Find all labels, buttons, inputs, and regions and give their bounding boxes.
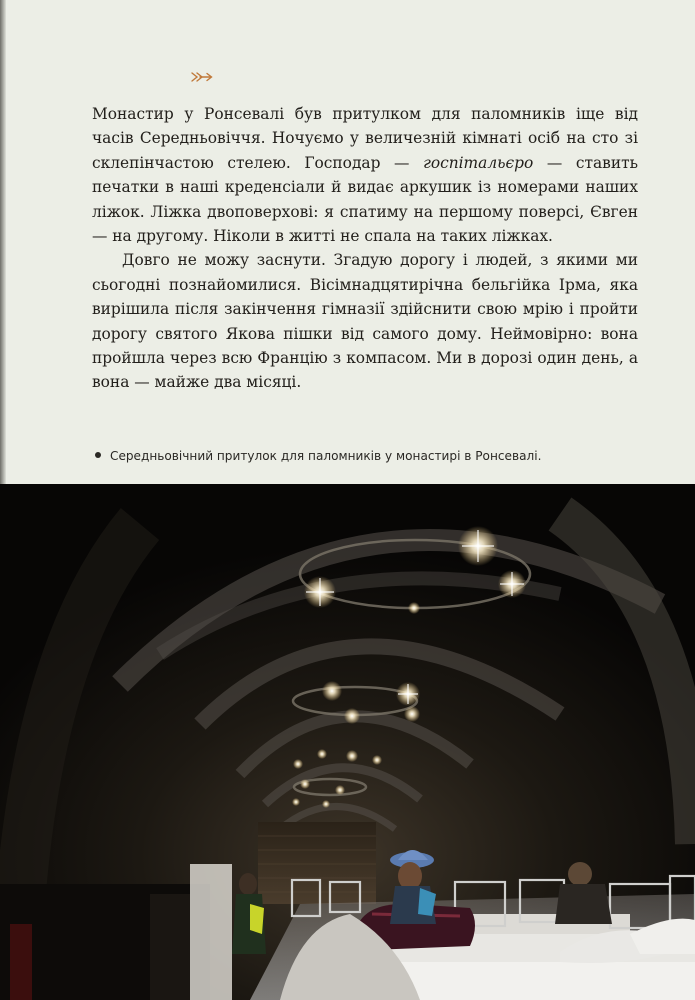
italic-term: госпітальєро (423, 153, 534, 172)
paragraph-2: Довго не можу заснути. Згадую дорогу і людей, з якими ми сьогодні познайомилися. Вісімнадцятирічна бельгійка Ірма, яка вирішила після закінчення гімназії здійснити свою мрію і пройти дорогу святого Якова пішки від самого дому. Неймовірно: вона пройшла через всю Францію з компасом. Ми в дорозі один день, а вона — майже два місяці. (92, 251, 638, 392)
bullet-icon (95, 452, 101, 458)
paragraph-1-start: Монастир у Ронсевалі був притулком для паломників іще від часів Середньовіччя. Ночуємо у величезній кімнаті осіб на сто зі склепінчастою стелею. Господар — (92, 105, 638, 172)
body-text (92, 102, 638, 395)
arrow-ornament-icon (190, 70, 214, 84)
photo-caption (95, 449, 655, 463)
text-area (0, 0, 695, 484)
page-edge-shadow (0, 0, 6, 484)
paragraph-1 (92, 102, 638, 248)
paragraph-1-end: — ставить печатки в наші креденсіали й видає аркушик із номерами наших ліжок. Ліжка двоповерхові: я спатиму на першому поверсі, Євген — на другому. Ніколи в житті не спала на таких ліжках. (92, 153, 638, 246)
caption-text: Середньовічний притулок для паломників у монастирі в Ронсевалі. (110, 449, 542, 463)
photo-vaulted-dormitory (0, 484, 695, 1000)
